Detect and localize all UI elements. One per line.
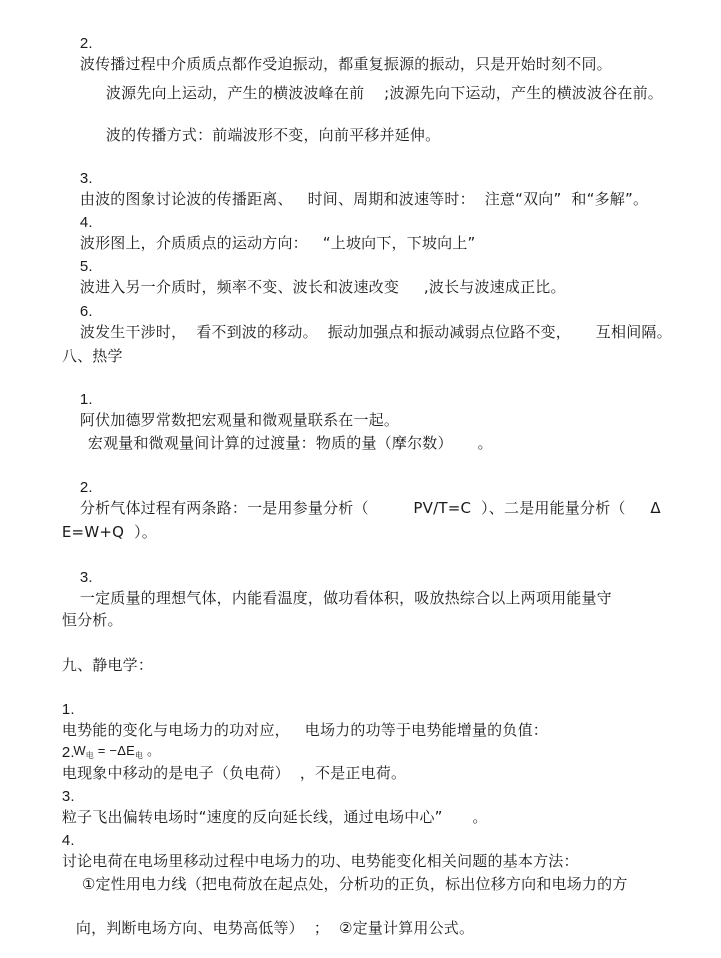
item-text: 电现象中移动的是电子（负电荷） ，不是正电荷。: [61, 764, 407, 782]
item-text: 粒子飞出偏转电场时“速度的反向延长线，通过电场中心” 。: [61, 808, 488, 826]
item-number: 5.: [79, 258, 93, 275]
item-number: 2.: [61, 744, 75, 761]
item-text: 一定质量的理想气体，内能看温度，做功看体积，吸放热综合以上两项用能量守: [79, 589, 612, 607]
electro-item-4-method-2: [56, 898, 474, 958]
item-number: 1.: [79, 391, 93, 408]
item-text: 电势能的变化与电场力的功对应， 电场力的功等于电势能增量的负值：: [61, 721, 548, 739]
item-text: 波传播过程中介质质点都作受迫振动，都重复振源的振动，只是开始时刻不同。: [79, 55, 612, 73]
item-text: 宏观量和微观量间计算的过渡量：物质的量（摩尔数） 。: [87, 434, 493, 452]
item-text: 阿伏加德罗常数把宏观量和微观量联系在一起。: [79, 411, 400, 429]
item-number: 6.: [79, 303, 93, 320]
item-number: 3.: [79, 569, 93, 586]
work-energy-formula: $W_电 = -\Delta E_电$ 。: [73, 743, 161, 760]
item-text: 波源先向上运动，产生的横波波峰在前 ;波源先向下运动，产生的横波波谷在前。: [105, 84, 664, 102]
item-text: 波进入另一介质时，频率不变、波长和波速改变 ,波长与波速成正比。: [79, 278, 566, 296]
item-text: 波发生干涉时， 看不到波的移动。 振动加强点和振动减弱点位路不变， 互相间隔。: [79, 323, 672, 341]
thermo-item-3: [60, 547, 612, 628]
item-text: 恒分析。: [61, 611, 123, 629]
section-heading-electrostatics: 九、静电学：: [61, 656, 154, 674]
item-text: 波的传播方式：前端波形不变，向前平移并延伸。: [105, 126, 441, 144]
section-heading-thermo: 八、热学: [61, 347, 123, 365]
item-text: E=W+Q ）。: [61, 523, 157, 541]
item-number: 3.: [61, 788, 75, 805]
item-text: 分析气体过程有两条路：一是用参量分析（ PV/T=C ）、二是用能量分析（ Δ: [79, 499, 661, 517]
item-number: 1.: [61, 701, 75, 718]
item-number: 3.: [79, 170, 93, 187]
item-text: 向，判断电场方向、电势高低等） ； ②定量计算用公式。: [75, 919, 475, 937]
item-text: 由波的图象讨论波的传播距离、 时间、周期和波速等时： 注意“双向” 和“多解”。: [79, 190, 649, 208]
item-number: 2.: [79, 35, 93, 52]
item-text: 波形图上，介质质点的运动方向： “上坡向下，下坡向上”: [79, 234, 476, 252]
item-number: 2.: [79, 479, 93, 496]
wave-item-6: [60, 281, 672, 362]
item-text: ①定性用电力线（把电荷放在起点处，分析功的正负，标出位移方向和电场力的方: [81, 875, 628, 893]
item-text: 讨论电荷在电场里移动过程中电场力的功、电势能变化相关问题的基本方法：: [61, 852, 579, 870]
item-number: 4.: [61, 832, 75, 849]
item-number: 4.: [79, 214, 93, 231]
